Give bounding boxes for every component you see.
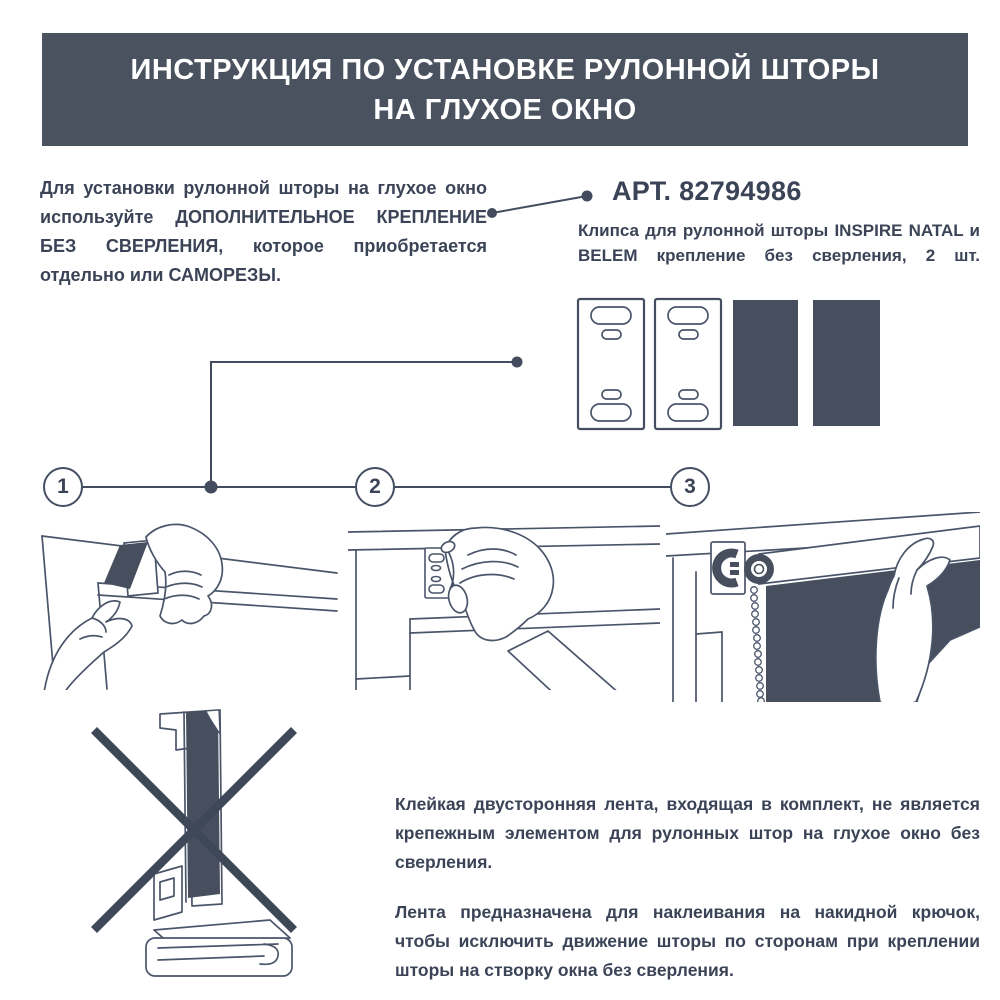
intro-paragraph: Для установки рулонной шторы на глухое окно используйте ДОПОЛНИТЕЛЬНОЕ КРЕПЛЕНИЕ БЕЗ СВЕРЛЕНИЯ, которое приобретается отдельно или САМОРЕЗЫ. [40,178,487,285]
bead-chain-icon [751,587,765,702]
white-clip-icon [578,299,644,429]
adhesive-pad-icon [733,300,798,426]
warning-notes [395,790,980,1000]
note-paragraph-1: Клейкая двусторонняя лента, входящая в комплект, не является крепежным элементом для рулонных штор на глухое окно без сверления. [395,794,980,872]
article-number: АРТ. 82794986 [612,176,802,206]
step-circle-2 [355,467,395,507]
product-description: Клипса для рулонной шторы INSPIRE NATAL и BELEM крепление без сверления, 2 шт. [578,221,980,265]
step-number: 2 [369,475,381,498]
step-circle-1 [43,467,83,507]
step-circle-3 [670,467,710,507]
callout-dot [205,481,218,494]
header-banner [42,33,968,146]
callout-dot [487,208,497,218]
adhesive-pad-icon [813,300,880,426]
note-paragraph-2: Лента предназначена для наклеивания на накидной крючок, чтобы исключить движение шторы по сторонам при креплении шторы на створку окна без сверления. [395,902,980,980]
step2-illustration-attach-clip [348,523,660,690]
callout-dot [512,357,523,368]
page-title-line1: ИНСТРУКЦИЯ ПО УСТАНОВКЕ РУЛОННОЙ ШТОРЫ [130,53,880,86]
clips-illustration [575,296,885,434]
white-clip-icon [655,299,721,429]
step1-illustration-peel-adhesive [28,523,340,690]
prohibition-illustration [68,698,322,990]
step-number: 1 [57,475,69,498]
hand-icon [440,527,628,690]
page-title-line2: НА ГЛУХОЕ ОКНО [373,93,637,126]
base-clip-icon [146,920,292,976]
step-number: 3 [684,475,696,498]
callout-dot [582,191,593,202]
back-bracket-icon [154,866,182,920]
hand-icon [146,524,222,623]
step3-illustration-hang-blind [666,512,980,702]
hand-icon [44,601,132,690]
